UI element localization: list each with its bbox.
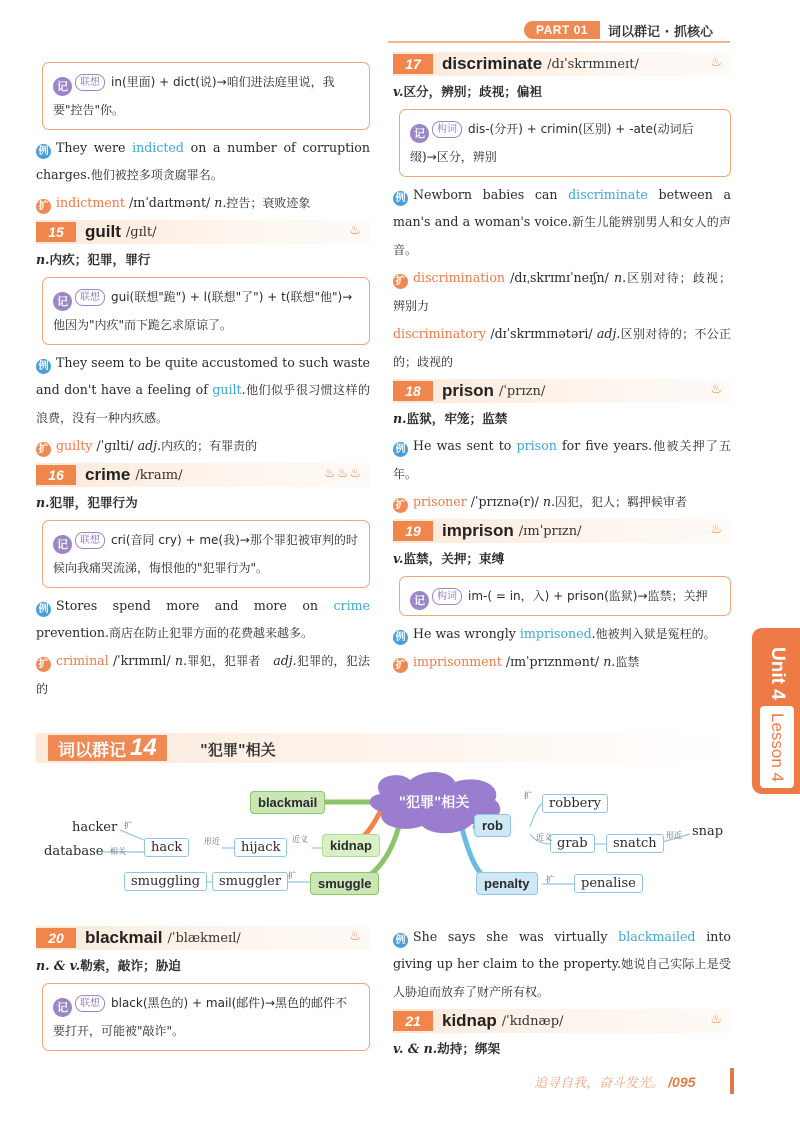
word-entry-bar — [393, 519, 731, 543]
word-number: 19 — [393, 521, 433, 541]
example-sentence — [36, 349, 370, 432]
highlight-word: discriminate — [568, 187, 648, 202]
memory-text: im-( = in，入) + prison(监狱)→监禁；关押 — [468, 589, 708, 603]
example-text: Newborn babies can — [413, 187, 569, 202]
headword: discriminate — [442, 54, 543, 73]
node-robbery: robbery — [542, 794, 608, 813]
relation-label: 相关 — [110, 847, 126, 856]
example-sentence — [393, 923, 731, 1006]
example-icon: 例 — [36, 359, 51, 374]
extension-line — [36, 189, 370, 217]
memory-text: cri(音同 cry) + me(我)→那个罪犯被审判的时候向我痛哭流涕，悔恨他的"犯罪行为"。 — [53, 533, 358, 575]
example-text: between a man's and a woman's voice. — [393, 187, 731, 229]
example-icon: 例 — [393, 191, 408, 206]
extension-line — [393, 264, 731, 320]
example-text: prevention. — [36, 625, 109, 640]
definition: 监禁 — [615, 655, 640, 669]
example-translation: 他被关押了五年。 — [393, 439, 731, 481]
side-tab-lesson: Lesson 4 — [760, 706, 794, 788]
topic-number: 14 — [130, 734, 157, 761]
side-tab-unit: Unit 4 — [767, 646, 788, 700]
part-of-speech: n. — [614, 270, 627, 285]
highlight-word: indicted — [132, 140, 184, 155]
definition: 控告；衰败迹象 — [226, 196, 311, 210]
page-number: /095 — [668, 1074, 696, 1090]
example-translation: 他们似乎很习惯这样的浪费，没有一种内疚感。 — [36, 383, 370, 425]
memory-text: dis-(分开) + crimin(区别) + -ate(动词后缀)→区分，辨别 — [410, 122, 694, 164]
memory-icon: 记 — [53, 77, 72, 96]
header-title: 词以群记 · 抓核心 — [607, 24, 713, 40]
example-text: for five years. — [556, 438, 653, 453]
highlight-word: imprisoned — [519, 626, 592, 641]
word-number: 20 — [36, 928, 76, 948]
footer-accent-bar — [730, 1068, 734, 1094]
node-hijack: hijack — [234, 838, 287, 857]
phonetic: /dɪˈskrɪmɪnətəri/ — [490, 326, 593, 341]
node-hack: hack — [144, 838, 189, 857]
extension-icon: 扩 — [36, 442, 51, 457]
node-rob: rob — [474, 814, 511, 837]
definition: 罪犯，犯罪者 — [187, 654, 261, 668]
definition: 勒索，敲诈；胁迫 — [80, 958, 181, 973]
memory-tag: 联想 — [75, 74, 105, 91]
extension-icon: 扩 — [393, 274, 408, 289]
extension-icon: 扩 — [36, 199, 51, 214]
extension-icon: 扩 — [393, 498, 408, 513]
relation-label: 扩 — [524, 791, 532, 800]
word-definition — [36, 490, 370, 516]
memory-tag: 构词 — [432, 588, 462, 605]
topic-name: "犯罪"相关 — [200, 741, 276, 759]
frequency-flame-icon: ♨ — [710, 382, 723, 397]
word-entry-bar — [393, 52, 731, 76]
example-icon: 例 — [393, 933, 408, 948]
headword: guilt — [85, 222, 121, 241]
example-text: . — [241, 382, 246, 397]
extension-word: guilty — [56, 438, 93, 453]
extension-line — [393, 648, 731, 676]
page-footer — [534, 1072, 695, 1091]
extension-line — [393, 488, 731, 516]
memory-icon: 记 — [53, 292, 72, 311]
memory-icon: 记 — [53, 998, 72, 1017]
link-robbery — [530, 804, 542, 827]
footer-slogan: 追寻自我，奋斗发光。 — [534, 1076, 665, 1091]
definition: 监狱，牢笼；监禁 — [406, 411, 508, 426]
highlight-word: prison — [516, 438, 557, 453]
headword: imprison — [442, 521, 514, 540]
example-translation: 她说自己实际上是受人胁迫而放弃了财产所有权。 — [393, 957, 731, 999]
example-icon: 例 — [393, 442, 408, 457]
headword: kidnap — [442, 1011, 497, 1030]
part-of-speech: n. — [36, 252, 50, 267]
extension-line — [36, 432, 370, 460]
memory-tip-box — [42, 520, 370, 588]
memory-tip-box — [399, 576, 731, 616]
word-number: 15 — [36, 222, 76, 242]
memory-tip-box — [399, 109, 731, 177]
relation-label: 近义 — [536, 833, 552, 842]
relation-label: 近义 — [292, 835, 308, 844]
phonetic: /ˈprɪznə(r)/ — [470, 494, 539, 509]
headword: crime — [85, 465, 131, 484]
phonetic: /ɡɪlt/ — [125, 224, 157, 240]
example-translation: 新生儿能辨别男人和女人的声音。 — [393, 215, 731, 257]
highlight-word: blackmailed — [618, 929, 696, 944]
part-of-speech: n. — [603, 654, 616, 669]
node-database: database — [44, 844, 104, 859]
phonetic: /kraɪm/ — [135, 467, 183, 483]
definition: 犯罪，犯罪行为 — [49, 495, 138, 510]
extension-word: prisoner — [413, 494, 467, 509]
example-text: Stores spend more and more on — [56, 598, 334, 613]
word-entry-bar — [36, 220, 370, 244]
bottom-left-column — [36, 926, 370, 1055]
relation-label: 形近 — [204, 837, 220, 846]
example-text: They were — [56, 140, 133, 155]
extension-word: indictment — [56, 195, 125, 210]
definition: 内疚；犯罪，罪行 — [49, 252, 151, 267]
phonetic: /ˈprɪzn/ — [498, 383, 546, 399]
memory-text: gui(联想"跪") + l(联想"了") + t(联想"他")→他因为"内疚"而下跪乞求原谅了。 — [53, 290, 353, 332]
right-column — [393, 52, 731, 676]
example-text: He was wrongly — [413, 626, 520, 641]
frequency-flame-icon: ♨ — [710, 1012, 723, 1027]
example-text: on a number of corruption charges. — [36, 140, 370, 182]
relation-label: 扩 — [546, 875, 554, 884]
frequency-flame-icon: ♨♨♨ — [324, 466, 362, 481]
part-of-speech: n. — [174, 653, 188, 668]
memory-icon: 记 — [53, 535, 72, 554]
example-text: She says she was virtually — [413, 929, 619, 944]
frequency-flame-icon: ♨ — [710, 55, 723, 70]
example-text: He was sent to — [413, 438, 517, 453]
word-definition — [393, 79, 731, 105]
word-number: 16 — [36, 465, 76, 485]
word-definition — [393, 1036, 731, 1062]
memory-icon: 记 — [410, 591, 429, 610]
part-of-speech: n. — [214, 195, 227, 210]
relation-label: 扩 — [124, 821, 132, 830]
definition: 劫持；绑架 — [437, 1041, 501, 1056]
node-snap: snap — [692, 824, 724, 839]
example-text: They seem to be quite accustomed to such waste and don't have a feeling of — [36, 355, 370, 397]
word-definition — [36, 953, 370, 979]
word-definition — [393, 546, 731, 572]
definition: 内疚的；有罪责的 — [161, 439, 258, 453]
word-number: 17 — [393, 54, 433, 74]
highlight-word: guilt — [212, 382, 242, 397]
bottom-right-column — [393, 926, 731, 1062]
memory-tag: 联想 — [75, 289, 105, 306]
relation-label: 形近 — [666, 831, 682, 840]
frequency-flame-icon: ♨ — [710, 522, 723, 537]
node-kidnap: kidnap — [322, 834, 380, 857]
phonetic: /ɪmˈprɪznmənt/ — [505, 654, 600, 669]
memory-text: in(里面) + dict(说)→咱们进法庭里说，我要"控告"你。 — [53, 75, 335, 117]
word-number: 21 — [393, 1011, 433, 1031]
part-of-speech: n. — [36, 495, 50, 510]
word-definition — [393, 406, 731, 432]
headword: prison — [442, 381, 494, 400]
extension-line — [393, 320, 731, 376]
highlight-word: crime — [333, 598, 370, 613]
part-of-speech: adj. — [137, 438, 162, 453]
phonetic: /ˈɡɪlti/ — [96, 438, 134, 453]
memory-tip-box — [42, 62, 370, 130]
example-icon: 例 — [36, 602, 51, 617]
part-badge: PART 01 — [524, 21, 600, 39]
example-sentence — [36, 592, 370, 647]
link-hacker — [120, 830, 144, 840]
definition: 区别对待；歧视；辨别力 — [393, 271, 731, 313]
left-column — [36, 52, 370, 703]
extension-word: discriminatory — [393, 326, 487, 341]
example-text: . — [591, 626, 596, 641]
phonetic: /ˈkrɪmɪnl/ — [112, 653, 171, 668]
example-translation: 商店在防止犯罪方面的花费越来越多。 — [109, 626, 314, 640]
extension-word: criminal — [56, 653, 109, 668]
example-sentence — [393, 620, 731, 648]
example-translation: 他们被控多项贪腐罪名。 — [90, 168, 223, 182]
memory-tag: 联想 — [75, 532, 105, 549]
node-penalty: penalty — [476, 872, 538, 895]
node-penalise: penalise — [574, 874, 643, 893]
mind-map — [40, 772, 740, 922]
node-snatch: snatch — [606, 834, 664, 853]
memory-tag: 构词 — [432, 121, 462, 138]
node-smuggler: smuggler — [212, 872, 288, 891]
example-icon: 例 — [36, 144, 51, 159]
example-text: into giving up her claim to the property. — [393, 929, 731, 971]
memory-tip-box — [42, 983, 370, 1051]
node-grab: grab — [550, 834, 595, 853]
frequency-flame-icon: ♨ — [349, 929, 362, 944]
definition: 犯罪的，犯法的 — [36, 654, 370, 696]
phonetic: /ˈkɪdnæp/ — [501, 1013, 564, 1029]
part-of-speech: adj. — [596, 326, 621, 341]
phonetic: /ɪmˈprɪzn/ — [518, 523, 582, 539]
word-entry-bar — [393, 1009, 731, 1033]
relation-label: 扩 — [288, 871, 296, 880]
definition: 囚犯，犯人；羁押候审者 — [555, 495, 688, 509]
memory-tag: 联想 — [75, 995, 105, 1012]
word-definition — [36, 247, 370, 273]
phonetic: /dɪˈskrɪmɪneɪt/ — [547, 56, 639, 72]
example-sentence — [393, 432, 731, 488]
part-of-speech: n. — [542, 494, 556, 509]
headword: blackmail — [85, 928, 163, 947]
memory-text: black(黑色的) + mail(邮件)→黑色的邮件不要打开，可能被"敲诈"。 — [53, 996, 348, 1038]
definition: 监禁，关押；束缚 — [403, 551, 505, 566]
phonetic: /ˈblækmeɪl/ — [167, 930, 241, 946]
example-sentence — [393, 181, 731, 264]
part-of-speech: v. — [393, 551, 404, 566]
example-icon: 例 — [393, 630, 408, 645]
definition: 区别对待的；不公正的；歧视的 — [393, 327, 731, 369]
example-sentence — [36, 134, 370, 189]
node-hacker: hacker — [72, 820, 118, 835]
header-divider — [388, 41, 730, 43]
extension-icon: 扩 — [36, 657, 51, 672]
part-of-speech: n. — [393, 411, 407, 426]
part-of-speech: adj. — [273, 653, 297, 668]
node-smuggle: smuggle — [310, 872, 379, 895]
word-entry-bar — [36, 463, 370, 487]
node-smuggling: smuggling — [124, 872, 207, 891]
memory-tip-box — [42, 277, 370, 345]
definition: 区分，辨别；歧视；偏袒 — [403, 84, 542, 99]
extension-word: discrimination — [413, 270, 506, 285]
extension-word: imprisonment — [413, 654, 502, 669]
word-number: 18 — [393, 381, 433, 401]
example-translation: 他被判入狱是冤枉的。 — [595, 627, 716, 641]
phonetic: /ɪnˈdaɪtmənt/ — [128, 195, 211, 210]
word-entry-bar — [36, 926, 370, 950]
phonetic: /dɪˌskrɪmɪˈneɪʃn/ — [510, 270, 609, 285]
topic-label — [48, 735, 167, 761]
part-of-speech: v. — [393, 84, 404, 99]
page-header — [524, 20, 713, 40]
center-topic: "犯罪"相关 — [398, 795, 470, 811]
node-blackmail: blackmail — [250, 791, 325, 814]
extension-icon: 扩 — [393, 658, 408, 673]
frequency-flame-icon: ♨ — [349, 223, 362, 238]
part-of-speech: n. & v. — [36, 958, 81, 973]
part-of-speech: v. & n. — [393, 1041, 438, 1056]
extension-line — [36, 647, 370, 703]
memory-icon: 记 — [410, 124, 429, 143]
topic-label-text: 词以群记 — [58, 740, 126, 761]
word-entry-bar — [393, 379, 731, 403]
